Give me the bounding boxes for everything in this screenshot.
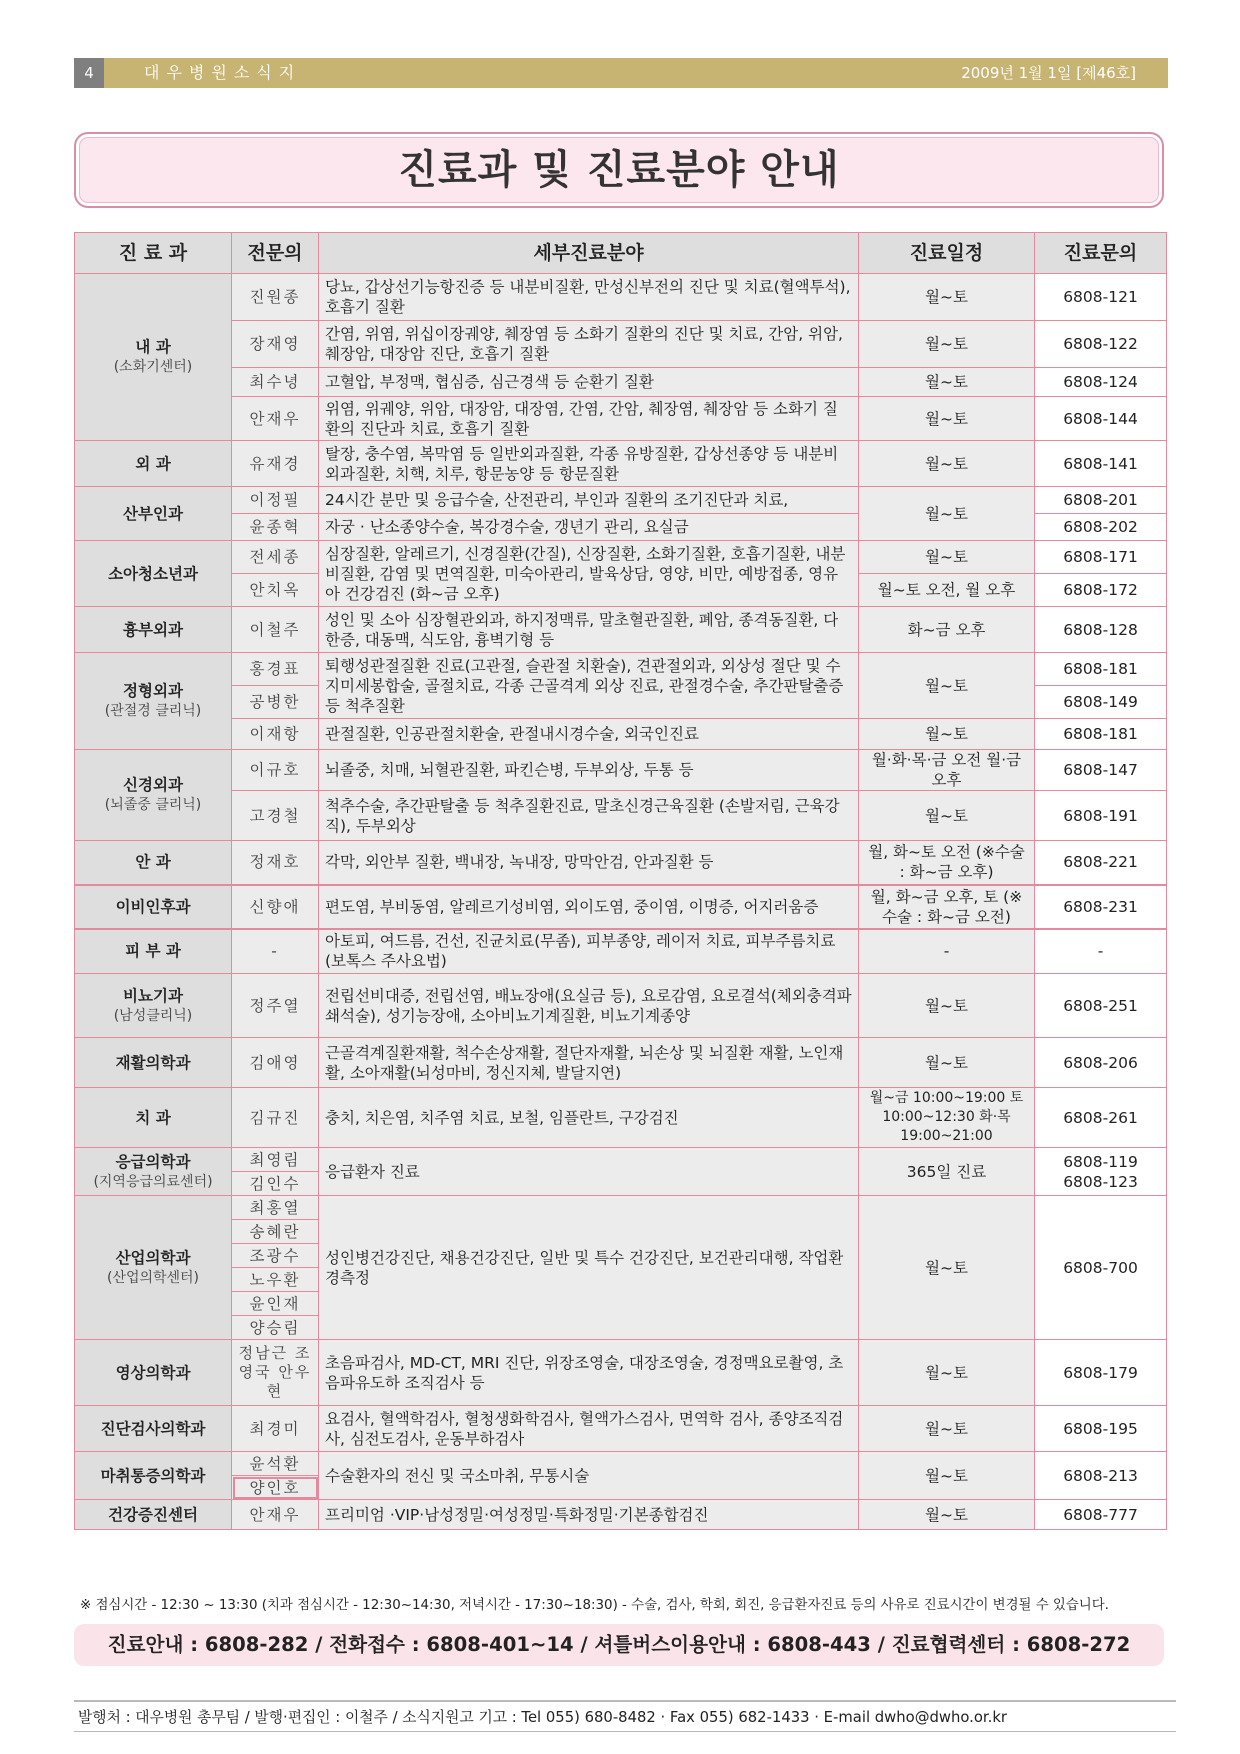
- doctor-cell: 이정필: [232, 487, 319, 514]
- doctor-cell: 이철주: [232, 607, 319, 653]
- table-row: [75, 974, 1167, 1038]
- doctor-cell: 윤석환: [232, 1452, 319, 1476]
- phone-cell: 6808-261: [1035, 1088, 1167, 1148]
- desc-cell: 전립선비대증, 전립선염, 배뇨장애(요실금 등), 요로감염, 요로결석(체외충격파쇄석술), 성기능장애, 소아비뇨기계질환, 비뇨기계종양: [319, 974, 859, 1038]
- phone-cell: 6808-700: [1035, 1196, 1167, 1340]
- schedule-cell: 월~토: [859, 974, 1035, 1038]
- phone-cell: 6808-121: [1035, 274, 1167, 321]
- doctor-cell: 이규호: [232, 750, 319, 791]
- schedule-cell: 월~토: [859, 274, 1035, 321]
- phone-cell: 6808-149: [1035, 686, 1167, 719]
- desc-cell: 퇴행성관절질환 진료(고관절, 슬관절 치환술), 견관절외과, 외상성 절단 및 수지미세봉합술, 골절치료, 각종 근골격계 외상 진료, 관절경수술, 추간판탈출증 등 척추질환: [319, 653, 859, 719]
- desc-cell: 아토피, 여드름, 건선, 진균치료(무좀), 피부종양, 레이저 치료, 피부주름치료(보톡스 주사요법): [319, 929, 859, 974]
- doctor-cell: 최수녕: [232, 368, 319, 397]
- phone-cell: 6808-251: [1035, 974, 1167, 1038]
- desc-cell: 탈장, 충수염, 복막염 등 일반외과질환, 각종 유방질환, 갑상선종양 등 내분비외과질환, 치핵, 치루, 항문농양 등 항문질환: [319, 441, 859, 487]
- doctor-cell: 유재경: [232, 441, 319, 487]
- publication-name: 대우병원소식지: [144, 63, 302, 82]
- table-row: [75, 1038, 1167, 1088]
- schedule-cell: 월~금 10:00~19:00 토 10:00~12:30 화·목 19:00~21:00: [859, 1088, 1035, 1148]
- desc-cell: 당뇨, 갑상선기능항진증 등 내분비질환, 만성신부전의 진단 및 치료(혈액투석), 호흡기 질환: [319, 274, 859, 321]
- page-number: 4: [74, 58, 104, 88]
- phone-cell: 6808-119 6808-123: [1035, 1148, 1167, 1196]
- schedule-cell: 월~토: [859, 441, 1035, 487]
- table-row: [75, 397, 1167, 441]
- desc-cell: 심장질환, 알레르기, 신경질환(간질), 신장질환, 소화기질환, 호흡기질환, 내분비질환, 감염 및 면역질환, 미숙아관리, 발육상담, 영양, 비만, 예방접종, 영유아 건강검진 (화~금 오후): [319, 541, 859, 607]
- dept-cell: 마취통증의학과: [75, 1452, 232, 1500]
- phone-cell: -: [1035, 929, 1167, 974]
- dept-cell: 외 과: [75, 441, 232, 487]
- doctor-cell: 김규진: [232, 1088, 319, 1148]
- col-header-doctor: 전문의: [232, 233, 319, 274]
- schedule-cell: 365일 진료: [859, 1148, 1035, 1196]
- doctor-cell: 양승림: [232, 1316, 319, 1340]
- doctor-cell: 정주열: [232, 974, 319, 1038]
- col-header-schedule: 진료일정: [859, 233, 1035, 274]
- schedule-cell: 월·화·목·금 오전 월·금 오후: [859, 750, 1035, 791]
- doctor-cell: 공병한: [232, 686, 319, 719]
- dept-cell: 피 부 과: [75, 929, 232, 974]
- doctor-cell: 안재우: [232, 397, 319, 441]
- desc-cell: 각막, 외안부 질환, 백내장, 녹내장, 망막안검, 안과질환 등: [319, 841, 859, 885]
- table-row: [75, 441, 1167, 487]
- phone-cell: 6808-179: [1035, 1340, 1167, 1406]
- schedule-cell: 월~토: [859, 397, 1035, 441]
- desc-cell: 자궁 · 난소종양수술, 복강경수술, 갱년기 관리, 요실금: [319, 514, 859, 541]
- doctor-cell: 장재영: [232, 321, 319, 368]
- desc-cell: 편도염, 부비동염, 알레르기성비염, 외이도염, 중이염, 이명증, 어지러움증: [319, 885, 859, 929]
- schedule-cell: 월~토: [859, 1340, 1035, 1406]
- table-row: [75, 719, 1167, 750]
- doctor-cell: 송혜란: [232, 1220, 319, 1244]
- table-row: [75, 885, 1167, 929]
- doctor-cell: 김애영: [232, 1038, 319, 1088]
- schedule-cell: 월~토: [859, 653, 1035, 719]
- col-header-phone: 진료문의: [1035, 233, 1167, 274]
- dept-cell: 소아청소년과: [75, 541, 232, 607]
- schedule-cell: 월, 화~토 오전 (※수술 : 화~금 오후): [859, 841, 1035, 885]
- schedule-cell: -: [859, 929, 1035, 974]
- dept-cell: 재활의학과: [75, 1038, 232, 1088]
- desc-cell: 초음파검사, MD-CT, MRI 진단, 위장조영술, 대장조영술, 경정맥요로촬영, 초음파유도하 조직검사 등: [319, 1340, 859, 1406]
- dept-cell: 비뇨기과 (남성클리닉): [75, 974, 232, 1038]
- schedule-cell: 월~토: [859, 487, 1035, 541]
- doctor-cell: 고경철: [232, 791, 319, 841]
- schedule-cell: 월~토: [859, 1500, 1035, 1530]
- table-row: [75, 487, 1167, 514]
- phone-cell: 6808-172: [1035, 574, 1167, 607]
- schedule-cell: 월~토: [859, 368, 1035, 397]
- dept-cell: 치 과: [75, 1088, 232, 1148]
- table-row: [75, 929, 1167, 974]
- schedule-cell: 월~토: [859, 321, 1035, 368]
- phone-cell: 6808-206: [1035, 1038, 1167, 1088]
- page-header-bar: [74, 58, 1168, 88]
- desc-cell: 척추수술, 추간판탈출 등 척추질환진료, 말초신경근육질환 (손발저림, 근육강직), 두부외상: [319, 791, 859, 841]
- desc-cell: 응급환자 진료: [319, 1148, 859, 1196]
- doctor-cell: 정재호: [232, 841, 319, 885]
- phone-cell: 6808-181: [1035, 653, 1167, 686]
- doctor-cell: 최영림: [232, 1148, 319, 1172]
- table-row: [75, 1500, 1167, 1530]
- doctor-cell: 김인수: [232, 1172, 319, 1196]
- phone-cell: 6808-191: [1035, 791, 1167, 841]
- doctor-cell: 노우환: [232, 1268, 319, 1292]
- phone-cell: 6808-128: [1035, 607, 1167, 653]
- table-row: [75, 1340, 1167, 1406]
- desc-cell: 충치, 치은염, 치주염 치료, 보철, 임플란트, 구강검진: [319, 1088, 859, 1148]
- desc-cell: 성인병건강진단, 채용건강진단, 일반 및 특수 건강진단, 보건관리대행, 작업환경측정: [319, 1196, 859, 1340]
- doctor-cell: 양인호: [232, 1476, 319, 1500]
- phone-cell: 6808-777: [1035, 1500, 1167, 1530]
- table-row: [75, 1406, 1167, 1452]
- doctor-cell: 홍경표: [232, 653, 319, 686]
- schedule-cell: 월~토: [859, 541, 1035, 574]
- desc-cell: 프리미엄 ·VIP·남성정밀·여성정밀·특화정밀·기본종합검진: [319, 1500, 859, 1530]
- hours-note: ※ 점심시간 - 12:30 ~ 13:30 (치과 점심시간 - 12:30~14:30, 저녁시간 - 17:30~18:30) - 수술, 검사, 학회, 회진, 응급환자진료 등의 사유로 진료시간이 변경될 수 있습니다.: [80, 1598, 1109, 1613]
- table-row: [75, 841, 1167, 885]
- phone-cell: 6808-202: [1035, 514, 1167, 541]
- phone-cell: 6808-144: [1035, 397, 1167, 441]
- table-row: [75, 274, 1167, 321]
- table-row: [75, 541, 1167, 574]
- phone-cell: 6808-181: [1035, 719, 1167, 750]
- dept-cell: 안 과: [75, 841, 232, 885]
- schedule-cell: 월~토: [859, 1406, 1035, 1452]
- schedule-cell: 월, 화~금 오후, 토 (※수술 : 화~금 오전): [859, 885, 1035, 929]
- dept-cell: 건강증진센터: [75, 1500, 232, 1530]
- schedule-cell: 월~토: [859, 1452, 1035, 1500]
- desc-cell: 간염, 위염, 위십이장궤양, 췌장염 등 소화기 질환의 진단 및 치료, 간암, 위암, 췌장암, 대장암 진단, 호흡기 질환: [319, 321, 859, 368]
- table-row: [75, 1088, 1167, 1148]
- table-row: [75, 1452, 1167, 1476]
- schedule-cell: 월~토: [859, 791, 1035, 841]
- dept-cell: 응급의학과 (지역응급의료센터): [75, 1148, 232, 1196]
- department-table: [74, 232, 1167, 1530]
- phone-cell: 6808-141: [1035, 441, 1167, 487]
- schedule-cell: 월~토: [859, 719, 1035, 750]
- col-header-desc: 세부진료분야: [319, 233, 859, 274]
- table-row: [75, 321, 1167, 368]
- desc-cell: 근골격계질환재활, 척수손상재활, 절단자재활, 뇌손상 및 뇌질환 재활, 노인재활, 소아재활(뇌성마비, 정신지체, 발달지연): [319, 1038, 859, 1088]
- phone-cell: 6808-122: [1035, 321, 1167, 368]
- desc-cell: 위염, 위궤양, 위암, 대장암, 대장염, 간염, 간암, 췌장염, 췌장암 등 소화기 질환의 진단과 치료, 호흡기 질환: [319, 397, 859, 441]
- title-box: [74, 132, 1164, 208]
- phone-cell: 6808-231: [1035, 885, 1167, 929]
- doctor-cell: 조광수: [232, 1244, 319, 1268]
- table-row: [75, 791, 1167, 841]
- phone-cell: 6808-213: [1035, 1452, 1167, 1500]
- desc-cell: 수술환자의 전신 및 국소마취, 무통시술: [319, 1452, 859, 1500]
- doctor-cell: 윤인재: [232, 1292, 319, 1316]
- doctor-cell: 안재우: [232, 1500, 319, 1530]
- page-title: 진료과 및 진료분야 안내: [398, 147, 840, 193]
- desc-cell: 24시간 분만 및 응급수술, 산전관리, 부인과 질환의 조기진단과 치료,: [319, 487, 859, 514]
- desc-cell: 뇌졸중, 치매, 뇌혈관질환, 파킨슨병, 두부외상, 두통 등: [319, 750, 859, 791]
- doctor-cell: 전세종: [232, 541, 319, 574]
- table-row: [75, 1148, 1167, 1172]
- publisher-footer: 발행처 : 대우병원 총무팀 / 발행·편집인 : 이철주 / 소식지원고 기고 : Tel 055) 680-8482 · Fax 055) 682-1433 · E-mail dwho@dwho.or.kr: [74, 1700, 1176, 1732]
- doctor-cell: 신향애: [232, 885, 319, 929]
- doctor-cell: 최홍열: [232, 1196, 319, 1220]
- dept-cell: 산부인과: [75, 487, 232, 541]
- dept-cell: 내 과 (소화기센터): [75, 274, 232, 441]
- dept-cell: 신경외과 (뇌졸중 클리닉): [75, 750, 232, 841]
- phone-cell: 6808-195: [1035, 1406, 1167, 1452]
- schedule-cell: 월~토 오전, 월 오후: [859, 574, 1035, 607]
- dept-cell: 정형외과 (관절경 클리닉): [75, 653, 232, 750]
- schedule-cell: 월~토: [859, 1038, 1035, 1088]
- table-row: [75, 653, 1167, 686]
- desc-cell: 고혈압, 부정맥, 협심증, 심근경색 등 순환기 질환: [319, 368, 859, 397]
- doctor-cell: 최경미: [232, 1406, 319, 1452]
- phone-cell: 6808-124: [1035, 368, 1167, 397]
- dept-cell: 영상의학과: [75, 1340, 232, 1406]
- contact-bar: 진료안내 : 6808-282 / 전화접수 : 6808-401~14 / 셔틀버스이용안내 : 6808-443 / 진료협력센터 : 6808-272: [74, 1624, 1164, 1666]
- doctor-cell: -: [232, 929, 319, 974]
- schedule-cell: 화~금 오후: [859, 607, 1035, 653]
- schedule-cell: 월~토: [859, 1196, 1035, 1340]
- phone-cell: 6808-171: [1035, 541, 1167, 574]
- table-row: [75, 607, 1167, 653]
- col-header-dept: 진 료 과: [75, 233, 232, 274]
- doctor-cell: 이재항: [232, 719, 319, 750]
- doctor-cell: 정남근 조영국 안우현: [232, 1340, 319, 1406]
- phone-cell: 6808-201: [1035, 487, 1167, 514]
- desc-cell: 요검사, 혈액학검사, 혈청생화학검사, 혈액가스검사, 면역학 검사, 종양조직검사, 심전도검사, 운동부하검사: [319, 1406, 859, 1452]
- issue-date: 2009년 1월 1일 [제46호]: [961, 64, 1136, 82]
- desc-cell: 성인 및 소아 심장혈관외과, 하지정맥류, 말초혈관질환, 폐암, 종격동질환, 다한증, 대동맥, 식도암, 흉벽기형 등: [319, 607, 859, 653]
- table-row: [75, 750, 1167, 791]
- phone-cell: 6808-221: [1035, 841, 1167, 885]
- table-header-row: [75, 233, 1167, 274]
- dept-cell: 진단검사의학과: [75, 1406, 232, 1452]
- dept-cell: 산업의학과 (산업의학센터): [75, 1196, 232, 1340]
- phone-cell: 6808-147: [1035, 750, 1167, 791]
- desc-cell: 관절질환, 인공관절치환술, 관절내시경수술, 외국인진료: [319, 719, 859, 750]
- table-row: [75, 368, 1167, 397]
- doctor-cell: 안치옥: [232, 574, 319, 607]
- table-row: [75, 1196, 1167, 1220]
- doctor-cell: 진원종: [232, 274, 319, 321]
- doctor-cell: 윤종혁: [232, 514, 319, 541]
- dept-cell: 이비인후과: [75, 885, 232, 929]
- dept-cell: 흉부외과: [75, 607, 232, 653]
